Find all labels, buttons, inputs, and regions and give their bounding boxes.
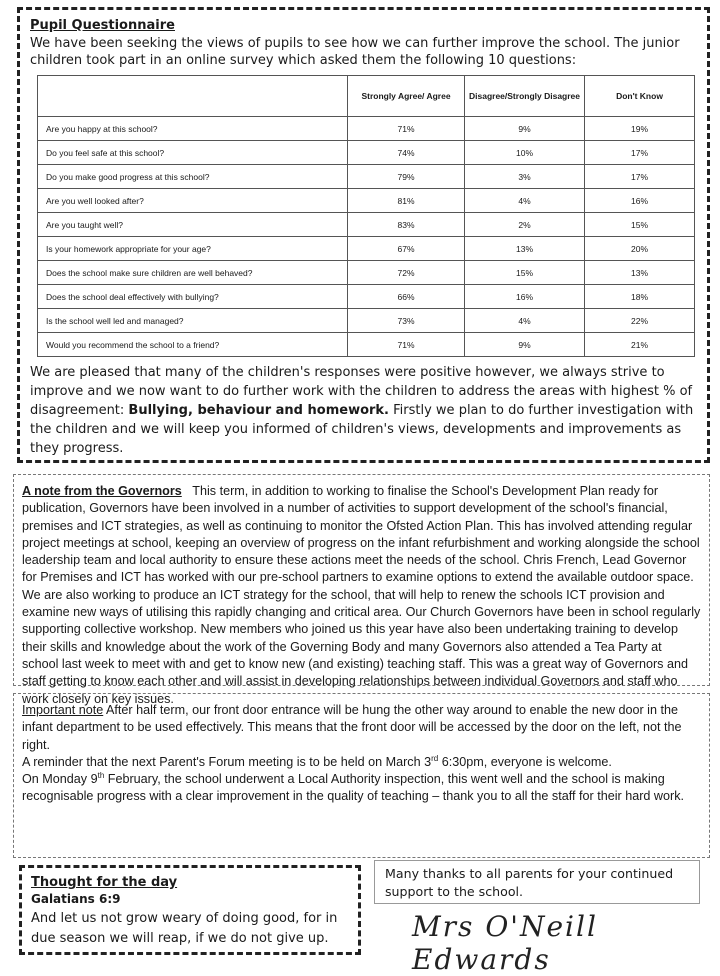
question-cell: Would you recommend the school to a friend?: [38, 333, 348, 357]
questionnaire-outro: [30, 363, 697, 458]
agree-cell: 79%: [348, 165, 465, 189]
survey-header-dont-know: Don't Know: [585, 76, 695, 117]
dont-know-cell: 17%: [585, 165, 695, 189]
survey-header-agree: Strongly Agree/ Agree: [348, 76, 465, 117]
important-p3-a: On Monday 9: [22, 772, 98, 787]
important-paragraph-1: [22, 702, 701, 754]
dont-know-cell: 18%: [585, 285, 695, 309]
important-p1: After half term, our front door entrance will be hung the other way around to enable the new door in the infant department to be used effectively. This means that the front door will be accessed by the door on the left, not the right.: [22, 703, 682, 752]
thought-verse: And let us not grow weary of doing good, for in due season we will reap, if we do not give up.: [31, 911, 338, 946]
questionnaire-section: [17, 7, 710, 463]
disagree-cell: 15%: [465, 261, 585, 285]
agree-cell: 71%: [348, 117, 465, 141]
disagree-cell: 2%: [465, 213, 585, 237]
question-cell: Is your homework appropriate for your age?: [38, 237, 348, 261]
disagree-cell: 4%: [465, 309, 585, 333]
question-cell: Are you happy at this school?: [38, 117, 348, 141]
disagree-cell: 4%: [465, 189, 585, 213]
question-cell: Are you taught well?: [38, 213, 348, 237]
important-p2-b: 6:30pm, everyone is welcome.: [438, 754, 612, 769]
table-row: [38, 189, 695, 213]
questionnaire-intro: We have been seeking the views of pupils to see how we can further improve the school. The junior children took part in an online survey which asked them the following 10 questions:: [30, 36, 680, 68]
table-row: [38, 141, 695, 165]
important-paragraph-2: [22, 754, 701, 771]
important-paragraph-3: [22, 771, 701, 806]
thought-section: [19, 865, 361, 955]
dont-know-cell: 22%: [585, 309, 695, 333]
governors-section: [13, 474, 710, 706]
survey-header-disagree: Disagree/Strongly Disagree: [465, 76, 585, 117]
important-section: [13, 693, 710, 858]
question-cell: Are you well looked after?: [38, 189, 348, 213]
important-p2-sup: rd: [431, 753, 439, 763]
table-row: [38, 237, 695, 261]
survey-header-question: [38, 76, 348, 117]
dont-know-cell: 20%: [585, 237, 695, 261]
table-row: [38, 285, 695, 309]
table-row: [38, 117, 695, 141]
dont-know-cell: 21%: [585, 333, 695, 357]
dont-know-cell: 17%: [585, 141, 695, 165]
outro-text-a: We are pleased that many of the children's responses were positive however, we always strive to improve and we now want to do further work with the children to address the areas with highest % of disagreement:: [30, 365, 693, 418]
thought-heading: Thought for the day: [31, 875, 178, 890]
governors-heading: A note from the Governors: [22, 484, 182, 498]
important-p2-a: A reminder that the next Parent's Forum meeting is to be held on March 3: [22, 754, 432, 769]
agree-cell: 71%: [348, 333, 465, 357]
thanks-box: [374, 860, 700, 904]
question-cell: Is the school well led and managed?: [38, 309, 348, 333]
dont-know-cell: 19%: [585, 117, 695, 141]
questionnaire-heading: Pupil Questionnaire: [30, 18, 175, 33]
disagree-cell: 9%: [465, 117, 585, 141]
important-heading: Important note: [22, 703, 104, 717]
agree-cell: 83%: [348, 213, 465, 237]
table-row: [38, 213, 695, 237]
question-cell: Do you make good progress at this school?: [38, 165, 348, 189]
agree-cell: 74%: [348, 141, 465, 165]
dont-know-cell: 13%: [585, 261, 695, 285]
agree-cell: 66%: [348, 285, 465, 309]
governors-body: This term, in addition to working to finalise the School's Development Plan ready for publication, Governors have been involved in a number of activities to support development of the school's financial, premises and ICT strategies, as well as continuing to monitor the Ofsted Action Plan. This has involved attending regular project meetings at school, keeping an overview of progress on the infant refurbishment and working alongside the school leadership team and local authority to ensure these actions meet the needs of the school. Chris French, Lead Governor for Premises and ICT has worked with our pre-school partners to examine options to extend the available outdoor space. We are also working to produce an ICT strategy for the school, that will help to renew the schools ICT provision and examine new ways of utilising this rapidly changing and critical area. Our Church Governors have been in school regularly supporting collective workshop. New members who joined us this year have also been undertaking training to develop their skills and knowledge about the work of the Governing Body and many Governors also attended a Tea Party at school last week to meet with and get to know new (and existing) teaching staff. This was a great way of Governors and staff getting to know each other and will assist in developing relationships between individual Governors and staff who work closely on key issues.: [22, 484, 701, 706]
table-row: [38, 309, 695, 333]
thanks-text: Many thanks to all parents for your continued support to the school.: [385, 866, 674, 899]
disagree-cell: 9%: [465, 333, 585, 357]
dont-know-cell: 16%: [585, 189, 695, 213]
important-p3-sup: th: [97, 771, 105, 780]
table-row: [38, 261, 695, 285]
question-cell: Do you feel safe at this school?: [38, 141, 348, 165]
outro-emphasis: Bullying, behaviour and homework.: [128, 403, 389, 418]
agree-cell: 72%: [348, 261, 465, 285]
thought-reference: Galatians 6:9: [31, 892, 121, 906]
disagree-cell: 3%: [465, 165, 585, 189]
important-p3-b: February, the school underwent a Local Authority inspection, this went well and the school is making recognisable progress with a clear improvement in the quality of teaching – thank you to all the staff for their hard work.: [22, 772, 684, 804]
signature: Mrs O'Neill Edwards: [412, 910, 598, 976]
disagree-cell: 13%: [465, 237, 585, 261]
agree-cell: 81%: [348, 189, 465, 213]
question-cell: Does the school make sure children are well behaved?: [38, 261, 348, 285]
agree-cell: 67%: [348, 237, 465, 261]
table-row: [38, 165, 695, 189]
table-row: [38, 333, 695, 357]
disagree-cell: 16%: [465, 285, 585, 309]
question-cell: Does the school deal effectively with bullying?: [38, 285, 348, 309]
survey-header-row: [38, 76, 695, 117]
outro-text-b: Firstly we plan to do further investigation with the children and we will keep you informed of children's views, developments and improvements as they progress.: [30, 403, 694, 456]
agree-cell: 73%: [348, 309, 465, 333]
disagree-cell: 10%: [465, 141, 585, 165]
survey-table: [37, 75, 695, 357]
dont-know-cell: 15%: [585, 213, 695, 237]
